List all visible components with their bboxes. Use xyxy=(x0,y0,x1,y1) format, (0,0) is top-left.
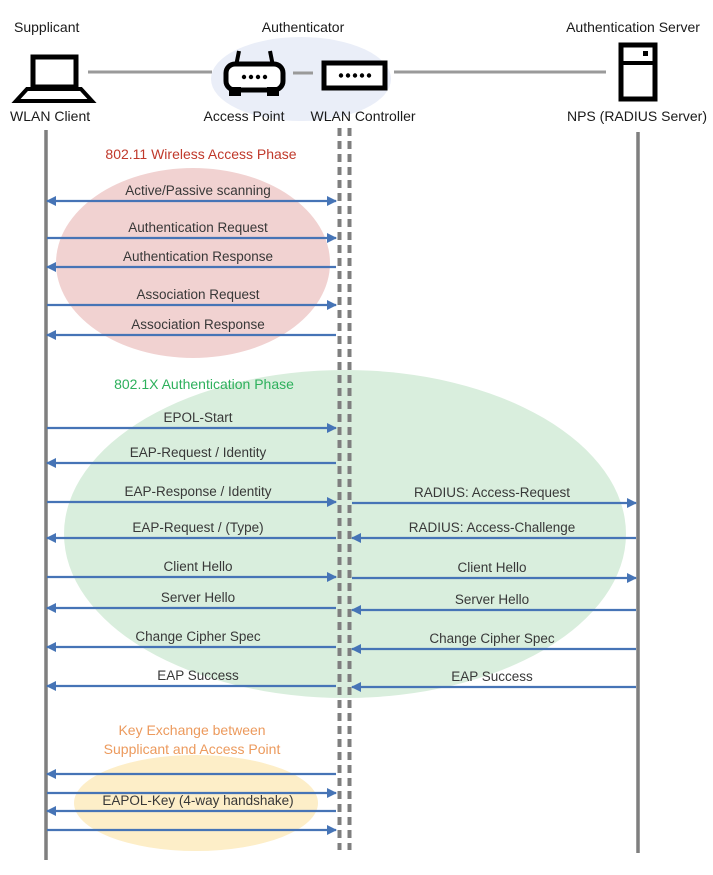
message-label: EPOL-Start xyxy=(163,410,233,425)
wlan-controller-label: WLAN Controller xyxy=(310,108,416,124)
message-label: Active/Passive scanning xyxy=(125,183,271,198)
message-label: EAP-Response / Identity xyxy=(124,484,272,499)
message-label: Association Response xyxy=(131,317,265,332)
message-label: Server Hello xyxy=(160,590,236,605)
message-label: Server Hello xyxy=(454,592,530,607)
message-label: Client Hello xyxy=(163,559,233,574)
server-icon xyxy=(621,45,655,99)
message-label: Change Cipher Spec xyxy=(135,629,261,644)
message-label: EAP Success xyxy=(157,668,239,683)
phase3-title-line1: Key Exchange between xyxy=(118,722,266,738)
authentication-server-role-label: Authentication Server xyxy=(566,19,700,35)
message-label: EAP Success xyxy=(451,669,533,684)
message-label: RADIUS: Access-Request xyxy=(413,485,571,500)
message-label: EAP-Request / Identity xyxy=(129,445,267,460)
message-label: Authentication Response xyxy=(122,249,274,264)
message-label: Client Hello xyxy=(457,560,527,575)
phase3-title-line2: Supplicant and Access Point xyxy=(103,741,281,757)
access-point-label: Access Point xyxy=(203,108,285,124)
nps-radius-server-label: NPS (RADIUS Server) xyxy=(566,108,708,124)
message-label: RADIUS: Access-Challenge xyxy=(408,520,576,535)
laptop-icon xyxy=(16,57,92,101)
wlan-controller-icon xyxy=(324,63,385,88)
message-label: Authentication Request xyxy=(128,220,268,235)
wlan-client-label: WLAN Client xyxy=(10,108,91,124)
supplicant-role-label: Supplicant xyxy=(14,19,80,35)
phase1-title: 802.11 Wireless Access Phase xyxy=(105,146,297,162)
message-label: EAP-Request / (Type) xyxy=(132,520,264,535)
message-label: EAPOL-Key (4-way handshake) xyxy=(102,793,294,808)
authenticator-role-label: Authenticator xyxy=(261,19,345,35)
phase3-key-exchange-ellipse xyxy=(74,755,318,851)
phase2-title: 802.1X Authentication Phase xyxy=(114,376,294,392)
message-label: Association Request xyxy=(136,287,260,302)
phase1-wireless-access-ellipse xyxy=(56,168,330,358)
message-label: Change Cipher Spec xyxy=(429,631,555,646)
